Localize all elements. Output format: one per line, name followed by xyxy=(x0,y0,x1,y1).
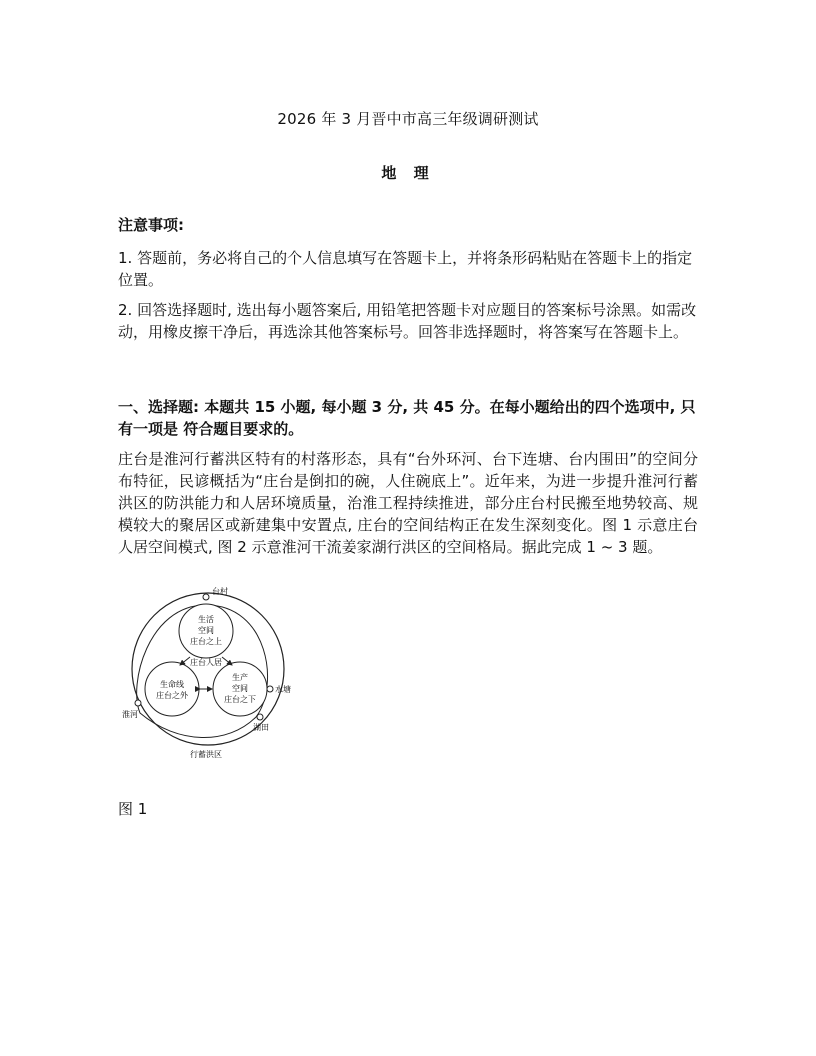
huaihe-marker xyxy=(135,700,141,706)
label-life-1: 生活 xyxy=(198,615,214,624)
lifeline-node xyxy=(145,662,199,716)
hutian-marker xyxy=(257,714,263,720)
label-taicun: 台村 xyxy=(212,587,228,596)
label-shuitang: 水塘 xyxy=(275,685,291,694)
label-zone: 行蓄洪区 xyxy=(190,750,222,759)
arrow-life-to-production xyxy=(222,657,232,665)
shuitang-marker xyxy=(267,686,273,692)
figure-1-diagram xyxy=(118,585,298,760)
taicun-marker xyxy=(203,594,209,600)
label-life-3: 庄台之上 xyxy=(190,637,222,646)
label-prod-3: 庄台之下 xyxy=(224,695,256,704)
label-lifeline-1: 生命线 xyxy=(160,680,184,689)
label-center: 庄台人居 xyxy=(190,658,222,667)
label-prod-1: 生产 xyxy=(232,673,248,682)
label-lifeline-2: 庄台之外 xyxy=(156,691,188,700)
label-huaihe: 淮河 xyxy=(122,710,138,719)
notice-item-1: 1. 答题前，务必将自己的个人信息填写在答题卡上，并将条形码粘贴在答题卡上的指定位置。 xyxy=(118,249,693,289)
label-hutian: 湖田 xyxy=(253,723,269,732)
label-life-2: 空间 xyxy=(198,626,214,635)
exam-title: 2026 年 3 月晋中市高三年级调研测试 xyxy=(277,110,539,128)
figure-1-caption: 图 1 xyxy=(118,800,148,818)
question-passage: 庄台是淮河行蓄洪区特有的村落形态，具有“台外环河、台下连塘、台内围田”的空间分布特征，民谚概括为“庄台是倒扣的碗，人住碗底上”。近年来，为进一步提升淮河行蓄洪区的防洪能力和人居环境质量，治淮工程持续推进，部分庄台村民搬至地势较高、规模较大的聚居区或新建集中安置点, 庄台的空间结构正在发生深刻变化。图 1 示意庄台人居空间模式, 图 2 示意淮河干流姜家湖行洪区的空间格局。据此完成 1 ~ 3 题。 xyxy=(118,450,698,556)
label-prod-2: 空间 xyxy=(232,684,248,693)
section-heading: 一、选择题: 本题共 15 小题, 每小题 3 分, 共 45 分。在每小题给出的四个选项中, 只有一项是 符合题目要求的。 xyxy=(118,398,696,438)
arrow-life-to-lifeline xyxy=(180,657,190,665)
subject-title: 地 理 xyxy=(381,164,435,182)
notice-heading: 注意事项: xyxy=(118,216,184,234)
notice-item-2: 2. 回答选择题时, 选出每小题答案后, 用铅笔把答题卡对应题目的答案标号涂黑。如需改动，用橡皮擦干净后，再选涂其他答案标号。回答非选择题时，将答案写在答题卡上。 xyxy=(118,301,697,341)
